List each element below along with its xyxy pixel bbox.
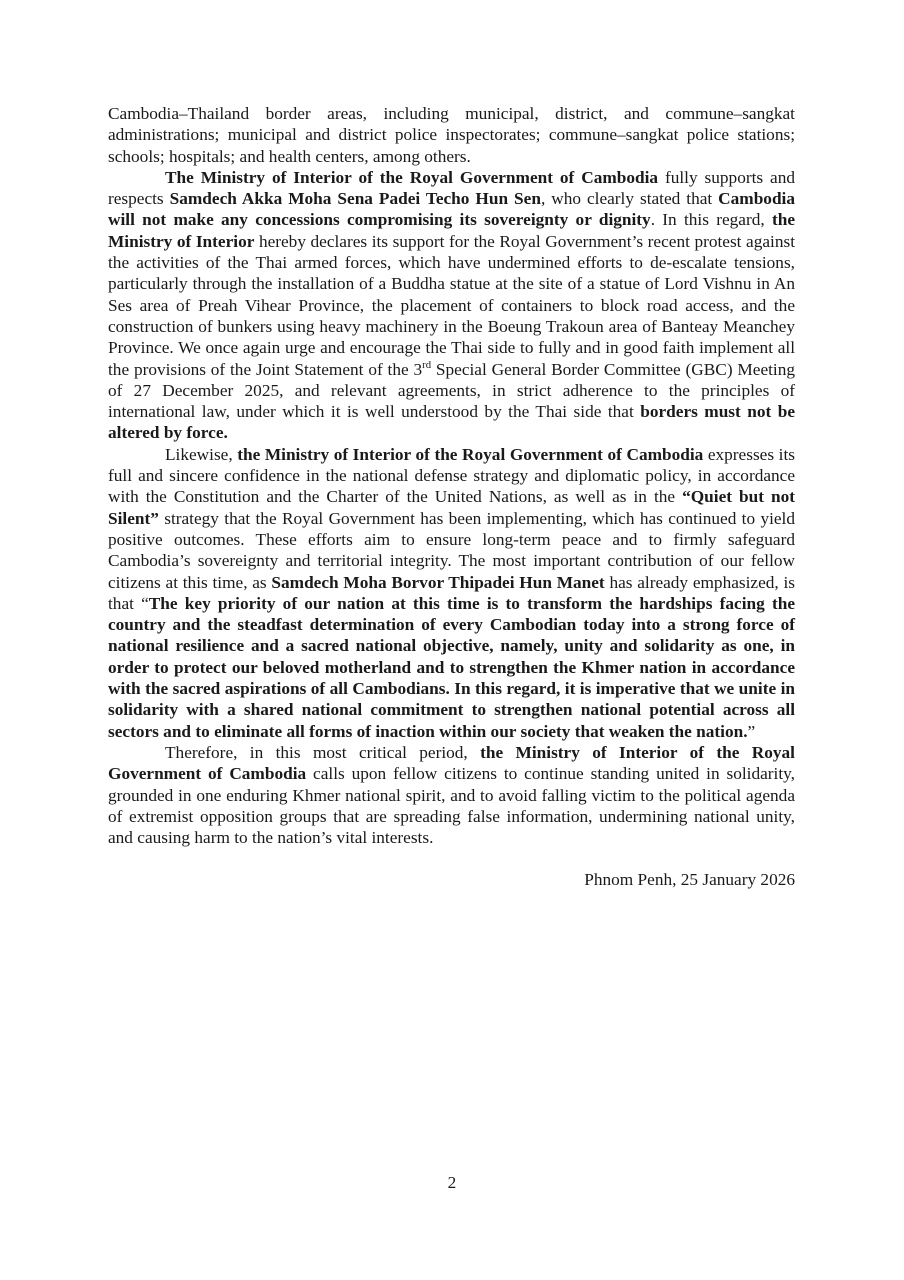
- paragraph: [108, 167, 795, 444]
- text-run: . In this regard,: [650, 210, 772, 230]
- text-run: fully supports and respects: [108, 167, 796, 209]
- paragraph: [108, 103, 795, 167]
- text-run: Cambodia will not make any concessions compromising its sovereignty or dignity: [108, 189, 795, 230]
- text-run: , who clearly stated that: [540, 189, 719, 209]
- text-run: Samdech Akka Moha Sena Padei Techo Hun Sen: [169, 189, 541, 209]
- text-run: hereby declares its support for the Royal Government’s recent protest against the activities of the Thai armed forces, which have undermined efforts to de-escalate tensions, particularly through the installation of a Buddha statue at the site of a statue of Lord Vishnu in An Ses area of Preah Vihear Province, the placement of containers to block road access, and the construction of bunkers using heavy machinery in the Boeung Trakoun area of Banteay Meanchey Province. We once again urge and encourage the Thai side to fully and in good faith implement all the provisions of the Joint Statement of the 3: [108, 231, 795, 379]
- text-run: borders must not be altered by force.: [108, 402, 795, 443]
- text-run: ”: [747, 721, 756, 741]
- page-number: 2: [447, 1173, 457, 1192]
- text-run: “Quiet but not Silent”: [108, 487, 796, 528]
- text-run: the Ministry of Interior of the Royal Government of Cambodia: [237, 444, 704, 464]
- dateline: Phnom Penh, 25 January 2026: [584, 870, 795, 890]
- text-run: The key priority of our nation at this time is to transform the hardships facing the country and the steadfast determination of every Cambodian today into a strong force of national resilience and a sacred national objective, namely, unity and solidarity as one, in order to protect our beloved motherland and to strengthen the Khmer nation in accordance with the sacred aspirations of all Cambodians. In this regard, it is imperative that we unite in solidarity with a shared national commitment to strengthen national potential across all sectors and to eliminate all forms of inaction within our society that weaken the nation.: [108, 593, 795, 741]
- text-run: Cambodia–Thailand border areas, including municipal, district, and commune–sangkat administrations; municipal and district police inspectorates; commune–sangkat police stations; schools; hospitals; and health centers, among others.: [108, 104, 795, 166]
- text-run: expresses its full and sincere confidence in the national defense strategy and diplomatic policy, in accordance with the Constitution and the Charter of the United Nations, as well as in the: [108, 444, 795, 507]
- text-run: The Ministry of Interior of the Royal Government of Cambodia: [165, 167, 659, 187]
- paragraph: [108, 742, 795, 848]
- text-run: Therefore, in this most critical period,: [165, 742, 481, 762]
- text-run: Samdech Moha Borvor Thipadei Hun Manet: [271, 572, 605, 592]
- text-run: calls upon fellow citizens to continue standing united in solidarity, grounded in one enduring Khmer national spirit, and to avoid falling victim to the political agenda of extremist opposition groups that are spreading false information, undermining national unity, and causing harm to the nation’s vital interests.: [108, 764, 795, 848]
- text-run: the Ministry of Interior: [108, 210, 796, 251]
- document-body: [108, 103, 795, 891]
- text-run: the Ministry of Interior of the Royal Government of Cambodia: [108, 742, 795, 784]
- text-run: Likewise,: [165, 444, 238, 464]
- text-run: strategy that the Royal Government has been implementing, which has continued to yield positive outcomes. These efforts aim to ensure long-term peace and to firmly safeguard Cambodia’s sovereignty and territorial integrity. The most important contribution of our fellow citizens at this time, as: [108, 508, 795, 592]
- text-run: rd: [422, 358, 432, 371]
- text-run: has already emphasized, is that “: [108, 572, 795, 613]
- text-run: Special General Border Committee (GBC) Meeting of 27 December 2025, and relevant agreements, in strict adherence to the principles of international law, under which it is well understood by the Thai side that: [108, 359, 795, 422]
- paragraph: [108, 444, 795, 742]
